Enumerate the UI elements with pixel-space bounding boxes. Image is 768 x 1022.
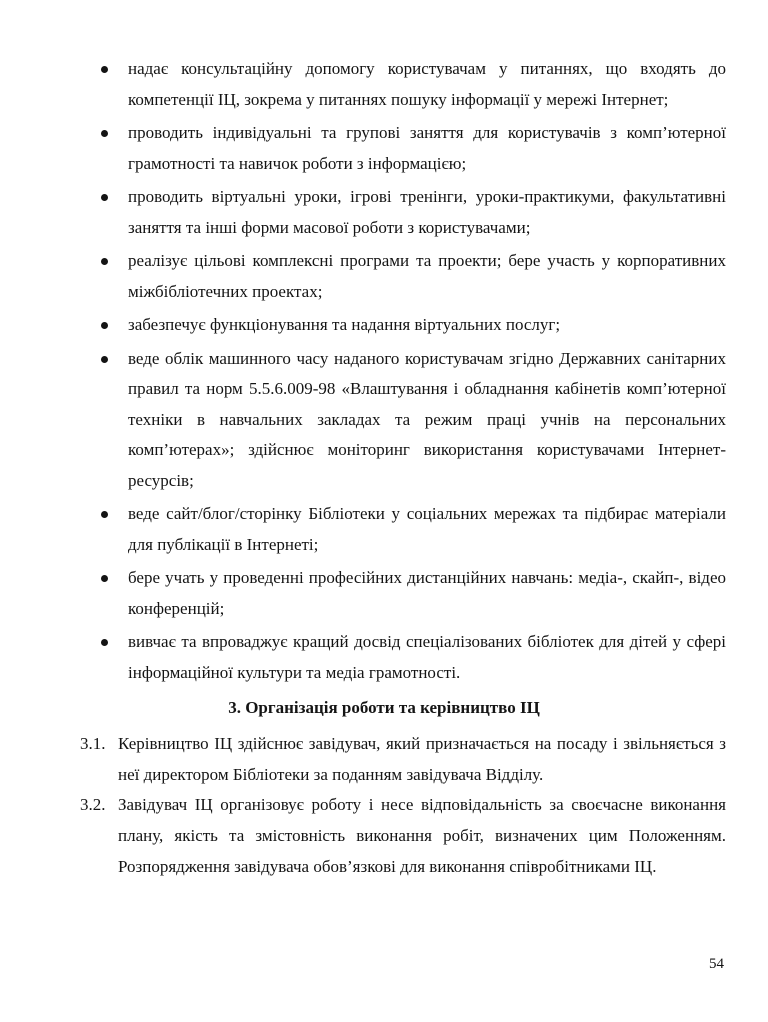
numbered-paragraph bbox=[80, 789, 726, 882]
bullet-item bbox=[96, 344, 726, 497]
bullet-icon bbox=[101, 66, 108, 73]
paragraph-text: Завідувач ІЦ організовує роботу і несе відповідальність за своєчасне виконання плану, якість та змістовність виконання робіт, визначених цим Положенням. Розпорядження завідувача обов’язкові для виконання співробітниками ІЦ. bbox=[118, 795, 726, 876]
bullet-item bbox=[96, 563, 726, 624]
bullet-item bbox=[96, 118, 726, 179]
numbered-paragraph bbox=[80, 728, 726, 790]
bullet-item bbox=[96, 499, 726, 560]
bullet-icon bbox=[101, 356, 108, 363]
bullet-icon bbox=[101, 511, 108, 518]
paragraph-number: 3.1. bbox=[80, 734, 106, 753]
bullet-text: веде сайт/блог/сторінку Бібліотеки у соціальних мережах та підбирає матеріали для публікації в Інтернеті; bbox=[128, 504, 726, 554]
bullet-icon bbox=[101, 130, 108, 137]
bullet-text: бере учать у проведенні професійних дистанційних навчань: медіа-, скайп-, відео конференцій; bbox=[128, 568, 726, 618]
bullet-item bbox=[96, 246, 726, 307]
duties-bullet-list bbox=[96, 54, 726, 691]
bullet-text: проводить індивідуальні та групові заняття для користувачів з комп’ютерної грамотності та навичок роботи з інформацією; bbox=[128, 123, 726, 173]
bullet-text: реалізує цільові комплексні програми та проекти; бере участь у корпоративних міжбібліотечних проектах; bbox=[128, 251, 726, 301]
bullet-item bbox=[96, 627, 726, 688]
page-number: 54 bbox=[709, 956, 724, 972]
bullet-icon bbox=[101, 322, 108, 329]
bullet-text: забезпечує функціонування та надання віртуальних послуг; bbox=[128, 315, 561, 334]
bullet-icon bbox=[101, 194, 108, 201]
bullet-text: веде облік машинного часу наданого користувачам згідно Державних санітарних правил та норм 5.5.6.009-98 «Влаштування і обладнання кабінетів комп’ютерної техніки в навчальних закладах та режим праці учнів на персональних комп’ютерах»; здійснює моніторинг використання користувачами Інтернет-ресурсів; bbox=[128, 348, 726, 490]
bullet-icon bbox=[101, 639, 108, 646]
bullet-item bbox=[96, 54, 726, 115]
paragraph-text: Керівництво ІЦ здійснює завідувач, який призначається на посаду і звільняється з неї директором Бібліотеки за поданням завідувача Відділу. bbox=[118, 734, 726, 784]
bullet-item bbox=[96, 310, 726, 341]
bullet-text: проводить віртуальні уроки, ігрові тренінги, уроки-практикуми, факультативні заняття та інші форми масової роботи з користувачами; bbox=[128, 187, 726, 237]
paragraph-number: 3.2. bbox=[80, 795, 106, 814]
bullet-text: вивчає та впроваджує кращий досвід спеціалізованих бібліотек для дітей у сфері інформаційної культури та медіа грамотності. bbox=[128, 632, 726, 682]
bullet-item bbox=[96, 182, 726, 243]
section-heading: 3. Організація роботи та керівництво ІЦ bbox=[228, 698, 540, 717]
bullet-text: надає консультаційну допомогу користувачам у питаннях, що входять до компетенції ІЦ, зокрема у питаннях пошуку інформації у мережі Інтернет; bbox=[128, 59, 726, 109]
bullet-icon bbox=[101, 575, 108, 582]
bullet-icon bbox=[101, 258, 108, 265]
